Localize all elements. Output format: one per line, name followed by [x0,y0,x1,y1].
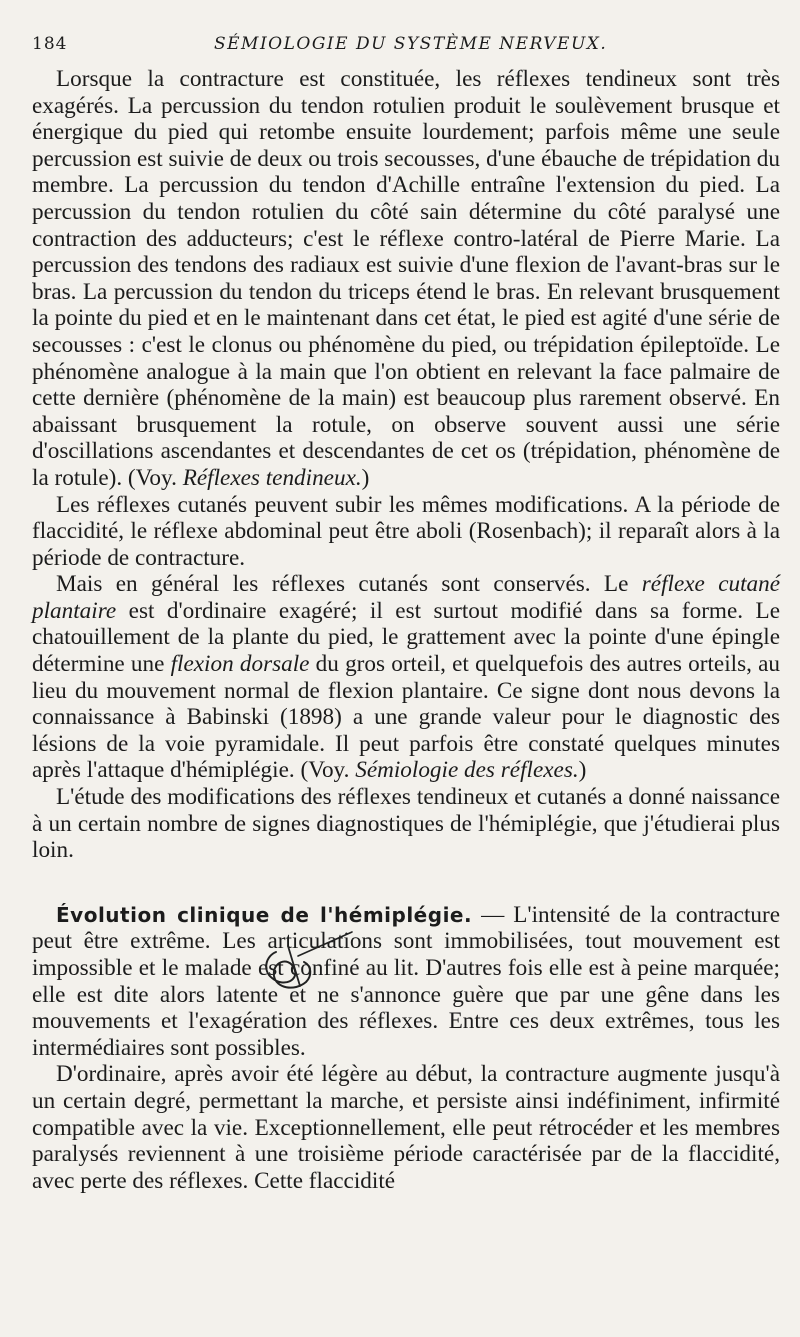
section-evolution [32,902,780,1195]
page-header [32,30,780,60]
paragraph-evolution [32,902,780,1062]
paragraph-text: ) [361,464,370,491]
emphasis-term: flexion dorsale [170,651,310,678]
cross-reference: Sémiologie des réflexes. [355,757,579,784]
emphasis-term: réflexe cutané plantaire [32,571,780,624]
handwritten-mark [254,926,364,1006]
paragraph-babinski-sign [32,571,780,784]
paragraph-diagnostic-signs: L'étude des modifications des réflexes tendineux et cutanés a donné naissance à un certain nombre de signes diagnostiques de l'hémiplégie, que j'étudierai plus loin. [32,784,780,864]
paragraph-text: Lorsque la contracture est constituée, les réflexes tendineux sont très exagérés. La percussion du tendon rotulien produit le soulèvement brusque et énergique du pied qui retombe ensuite lourdement; parfois même une seule percussion est suivie de deux ou trois secousses, d'une ébauche de trépidation du membre. La percussion du tendon d'Achille entraîne l'extension du pied. La percussion du tendon rotulien du côté sain détermine du côté paralysé une contraction des adducteurs; c'est le réflexe contro-latéral de Pierre Marie. La percussion des tendons des radiaux est suivie d'une flexion de l'avant-bras sur le bras. La percussion du tendon du triceps étend le bras. En relevant brusquement la pointe du pied et en le maintenant dans cet état, le pied est agité d'une série de secousses : c'est le clonus ou phénomène du pied, ou trépidation épileptoïde. Le phénomène analogue à la main que l'on obtient en relevant la face palmaire de cette dernière (phénomène de la main) est beaucoup plus rarement observé. En abaissant brusquement la rotule, on observe souvent aussi une série d'oscillations ascendantes et descendantes de cet os (trépidation, phénomène de la rotule). (Voy. [32,66,780,491]
paragraph-text: est d'ordinaire exagéré; il est surtout modifié dans sa forme. Le chatouillement de la plante du pied, le grattement avec la pointe d'une épingle détermine une [32,597,780,678]
paragraph-tendon-reflexes [32,66,780,492]
paragraph-text: Mais en général les réflexes cutanés sont conservés. Le [56,571,642,598]
paragraph-text: du gros orteil, et quelquefois des autres orteils, au lieu du mouvement normal de flexion plantaire. Ce signe dont nous devons la connaissance à Babinski (1898) a une grande valeur pour le diagnostic des lésions de la voie pyramidale. Il peut parfois être constaté quelques minutes après l'attaque d'hémiplégie. (Voy. [32,651,780,784]
paragraph-text: — L'intensité de la contracture peut être extrême. Les articulations sont immobilisées, tout mouvement est impossible et le malade est confiné au lit. D'autres fois elle est à peine marquée; elle est dite alors latente et ne s'annonce guère que par une gêne dans les mouvements et l'exagération des réflexes. Entre ces deux extrêmes, tous les intermédiaires sont possibles. [32,901,780,1061]
paragraph-cutaneous-reflexes: Les réflexes cutanés peuvent subir les mêmes modifications. A la période de flaccidité, le réflexe abdominal peut être aboli (Rosenbach); il reparaît alors à la période de contracture. [32,491,780,571]
paragraph-course: D'ordinaire, après avoir été légère au début, la contracture augmente jusqu'à un certain degré, permettant la marche, et persiste ainsi indéfiniment, infirmité compatible avec la vie. Exceptionnellement, elle peut rétrocéder et les membres paralysés reviennent à une troisième période caractérisée par de la flaccidité, avec perte des réflexes. Cette flaccidité [32,1061,780,1194]
running-head: SÉMIOLOGIE DU SYSTÈME NERVEUX. [214,34,608,54]
cross-reference: Réflexes tendineux. [182,464,362,491]
paragraph-text: ) [578,757,587,784]
section-heading: Évolution clinique de l'hémiplégie. [56,902,473,927]
page-number: 184 [32,34,68,54]
page-body [32,66,780,1194]
